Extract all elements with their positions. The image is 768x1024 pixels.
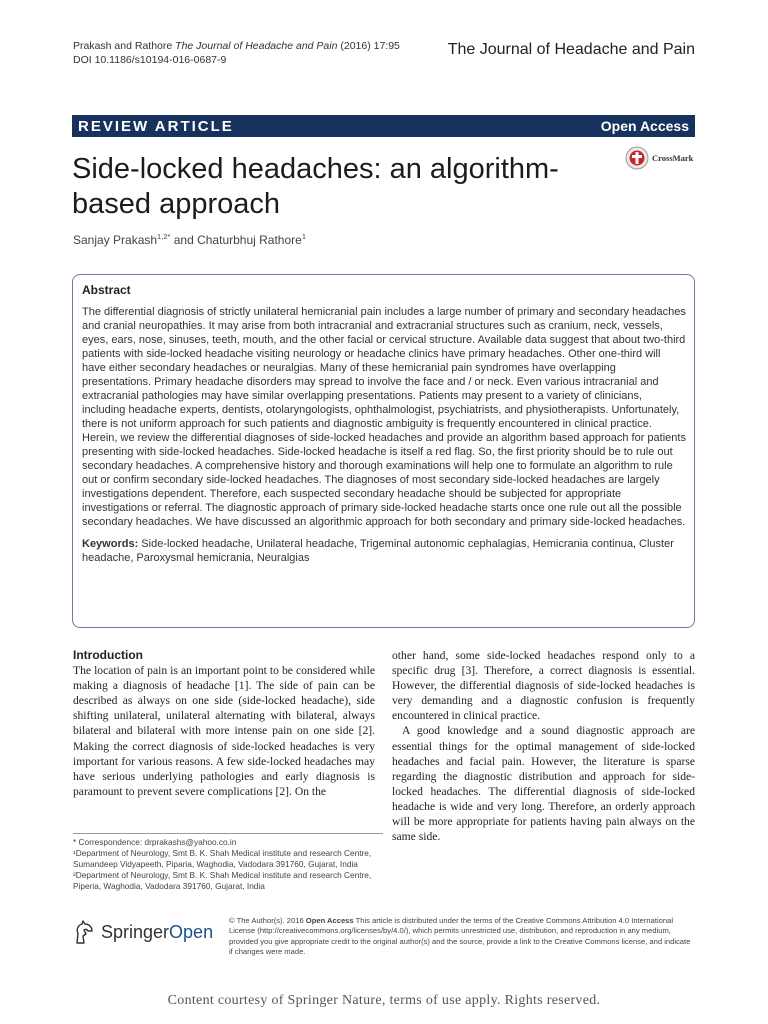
crossmark-label: CrossMark (652, 153, 694, 163)
author-1-affiliation: 1,2* (157, 232, 171, 241)
author-1: Sanjay Prakash (73, 233, 158, 247)
author-2: and Chaturbhuj Rathore (170, 233, 302, 247)
article-title: Side-locked headaches: an algorithm-based approach (72, 153, 559, 220)
publisher-suffix: Open (169, 921, 214, 942)
header-authors: Prakash and Rathore (73, 40, 173, 52)
abstract-paragraph-1: The differential diagnosis of strictly unilateral hemicranial pain includes a large number of primary and secondary headaches and cranial neuropathies. It may arise from both intracranial and extracranial structures such as cranium, neck, vessels, eyes, ears, nose, sinuses, teeth, mouth, and the other facial or cervical structure. Available data suggest that about two-third patients with side-locked headache visiting neurology or headache clinics have primary headaches. Other one-third will have either secondary headaches or neuralgias. Many of these hemicranial pain syndromes have overlapping presentations. Primary headache disorders may spread to involve the face and / or neck. Even various intracranial and extracranial pathologies may have similar overlapping presentations. Patients may present to a variety of clinicians, including headache experts, dentists, otolaryngologists, ophthalmologist, psychiatrists, and physiotherapists. Unfortunately, there is not uniform approach for such patients and diagnostic ambiguity is frequently encountered in clinical practice. (82, 306, 686, 430)
crossmark-badge[interactable] (625, 146, 693, 170)
publisher-name: Springer (101, 921, 170, 942)
introduction-paragraph-2: A good knowledge and a sound diagnostic approach are essential things for the optimal management of side-locked headaches and facial pain. However, the literature is sparse regarding the diagnostic distribution and approach for side-locked headaches. The differential diagnosis of side-locked headache is wide and very long. Therefore, an orderly approach will be more appropriate for patients having pain always on the same side. (392, 724, 695, 844)
license-open-access: Open Access (305, 916, 354, 925)
license-copyright: © The Author(s). 2016 (229, 916, 306, 925)
crossmark-icon (625, 146, 649, 170)
license-text: This article is distributed under the terms of the Creative Commons Attribution 4.0 International License (http://creativecommons.org/licenses/by/4.0/), which permits unrestricted use, distribution, and reproduction in any medium, provided you give appropriate credit to the original author(s) and the source, provide a link to the Creative Commons license, and indicate if changes were made. (229, 916, 691, 957)
keywords (82, 537, 686, 565)
abstract-paragraph-2: Herein, we review the differential diagnoses of side-locked headaches and provide an algorithm based approach for patients presenting with side-locked headaches. Side-locked headache is itself a red flag. So, the first priority should be to rule out secondary headaches. A comprehensive history and thorough examinations will help one to formulate an algorithm to rule out or confirm secondary side-locked headaches. The diagnoses of most secondary side-locked headaches are largely investigations dependent. Therefore, each suspected secondary headache should be subjected for appropriate investigations or referral. The diagnostic approach of primary side-locked headache starts once one rule out all the possible secondary headaches. We have discussed an algorithmic approach for both secondary and primary side-locked headaches. (82, 432, 686, 528)
keywords-label: Keywords: (82, 538, 139, 550)
header-journal: The Journal of Headache and Pain (175, 40, 338, 52)
author-list (73, 232, 306, 247)
introduction-heading: Introduction (73, 648, 143, 662)
doi[interactable]: DOI 10.1186/s10194-016-0687-9 (73, 54, 227, 66)
author-2-affiliation: 1 (301, 232, 306, 241)
springer-open-logo (73, 919, 213, 945)
footnotes (73, 833, 383, 892)
abstract-box (72, 274, 695, 628)
license-notice (229, 916, 695, 958)
introduction-paragraph-1: The location of pain is an important point to be considered while making a diagnosis of headache [1]. The side of pain can be described as always on one side (side-locked headache), side shifting unilateral, unilateral alternating with bilateral, always bilateral and bilateral with more intense pain on one side [2]. Making the correct diagnosis of side-locked headaches is very important for various reasons. A few side-locked headaches may have serious underlying pathologies and early diagnosis is paramount to prevent severe complications [2]. On the (73, 664, 375, 798)
article-type: REVIEW ARTICLE (78, 117, 234, 135)
open-access-label: Open Access (600, 118, 689, 134)
springer-horse-icon (73, 919, 95, 945)
citation-header (73, 39, 400, 67)
affiliation-1: ¹Department of Neurology, Smt B. K. Shah Medical institute and research Centre, Sumandeep Vidyapeeth, Piparia, Waghodia, Vadodara 391760, Gujarat, India (73, 848, 372, 869)
courtesy-notice: Content courtesy of Springer Nature, terms of use apply. Rights reserved. (167, 993, 601, 1008)
header-year-volume: (2016) 17:95 (337, 40, 400, 52)
introduction-paragraph-1-cont: other hand, some side-locked headaches respond only to a specific drug [3]. Therefore, a correct diagnosis is essential. However, the differential diagnosis of side-locked headaches is very demanding and a diagnostic confusion is frequently encountered in clinical practice. (392, 649, 695, 723)
article-type-banner (72, 115, 695, 137)
affiliation-2: ²Department of Neurology, Smt B. K. Shah Medical institute and research Centre, Piperia, Waghodia, Vadodara 391760, Gujarat, India (73, 870, 372, 891)
body-column-left (73, 648, 375, 799)
body-column-right (392, 648, 695, 844)
journal-name: The Journal of Headache and Pain (447, 41, 695, 58)
abstract-heading: Abstract (82, 283, 131, 297)
keywords-list: Side-locked headache, Unilateral headache, Trigeminal autonomic cephalagias, Hemicrania continua, Cluster headache, Paroxysmal hemicrania, Neuralgias (82, 538, 674, 564)
springer-name (101, 922, 213, 943)
correspondence[interactable]: * Correspondence: drprakashs@yahoo.co.in (73, 837, 237, 847)
